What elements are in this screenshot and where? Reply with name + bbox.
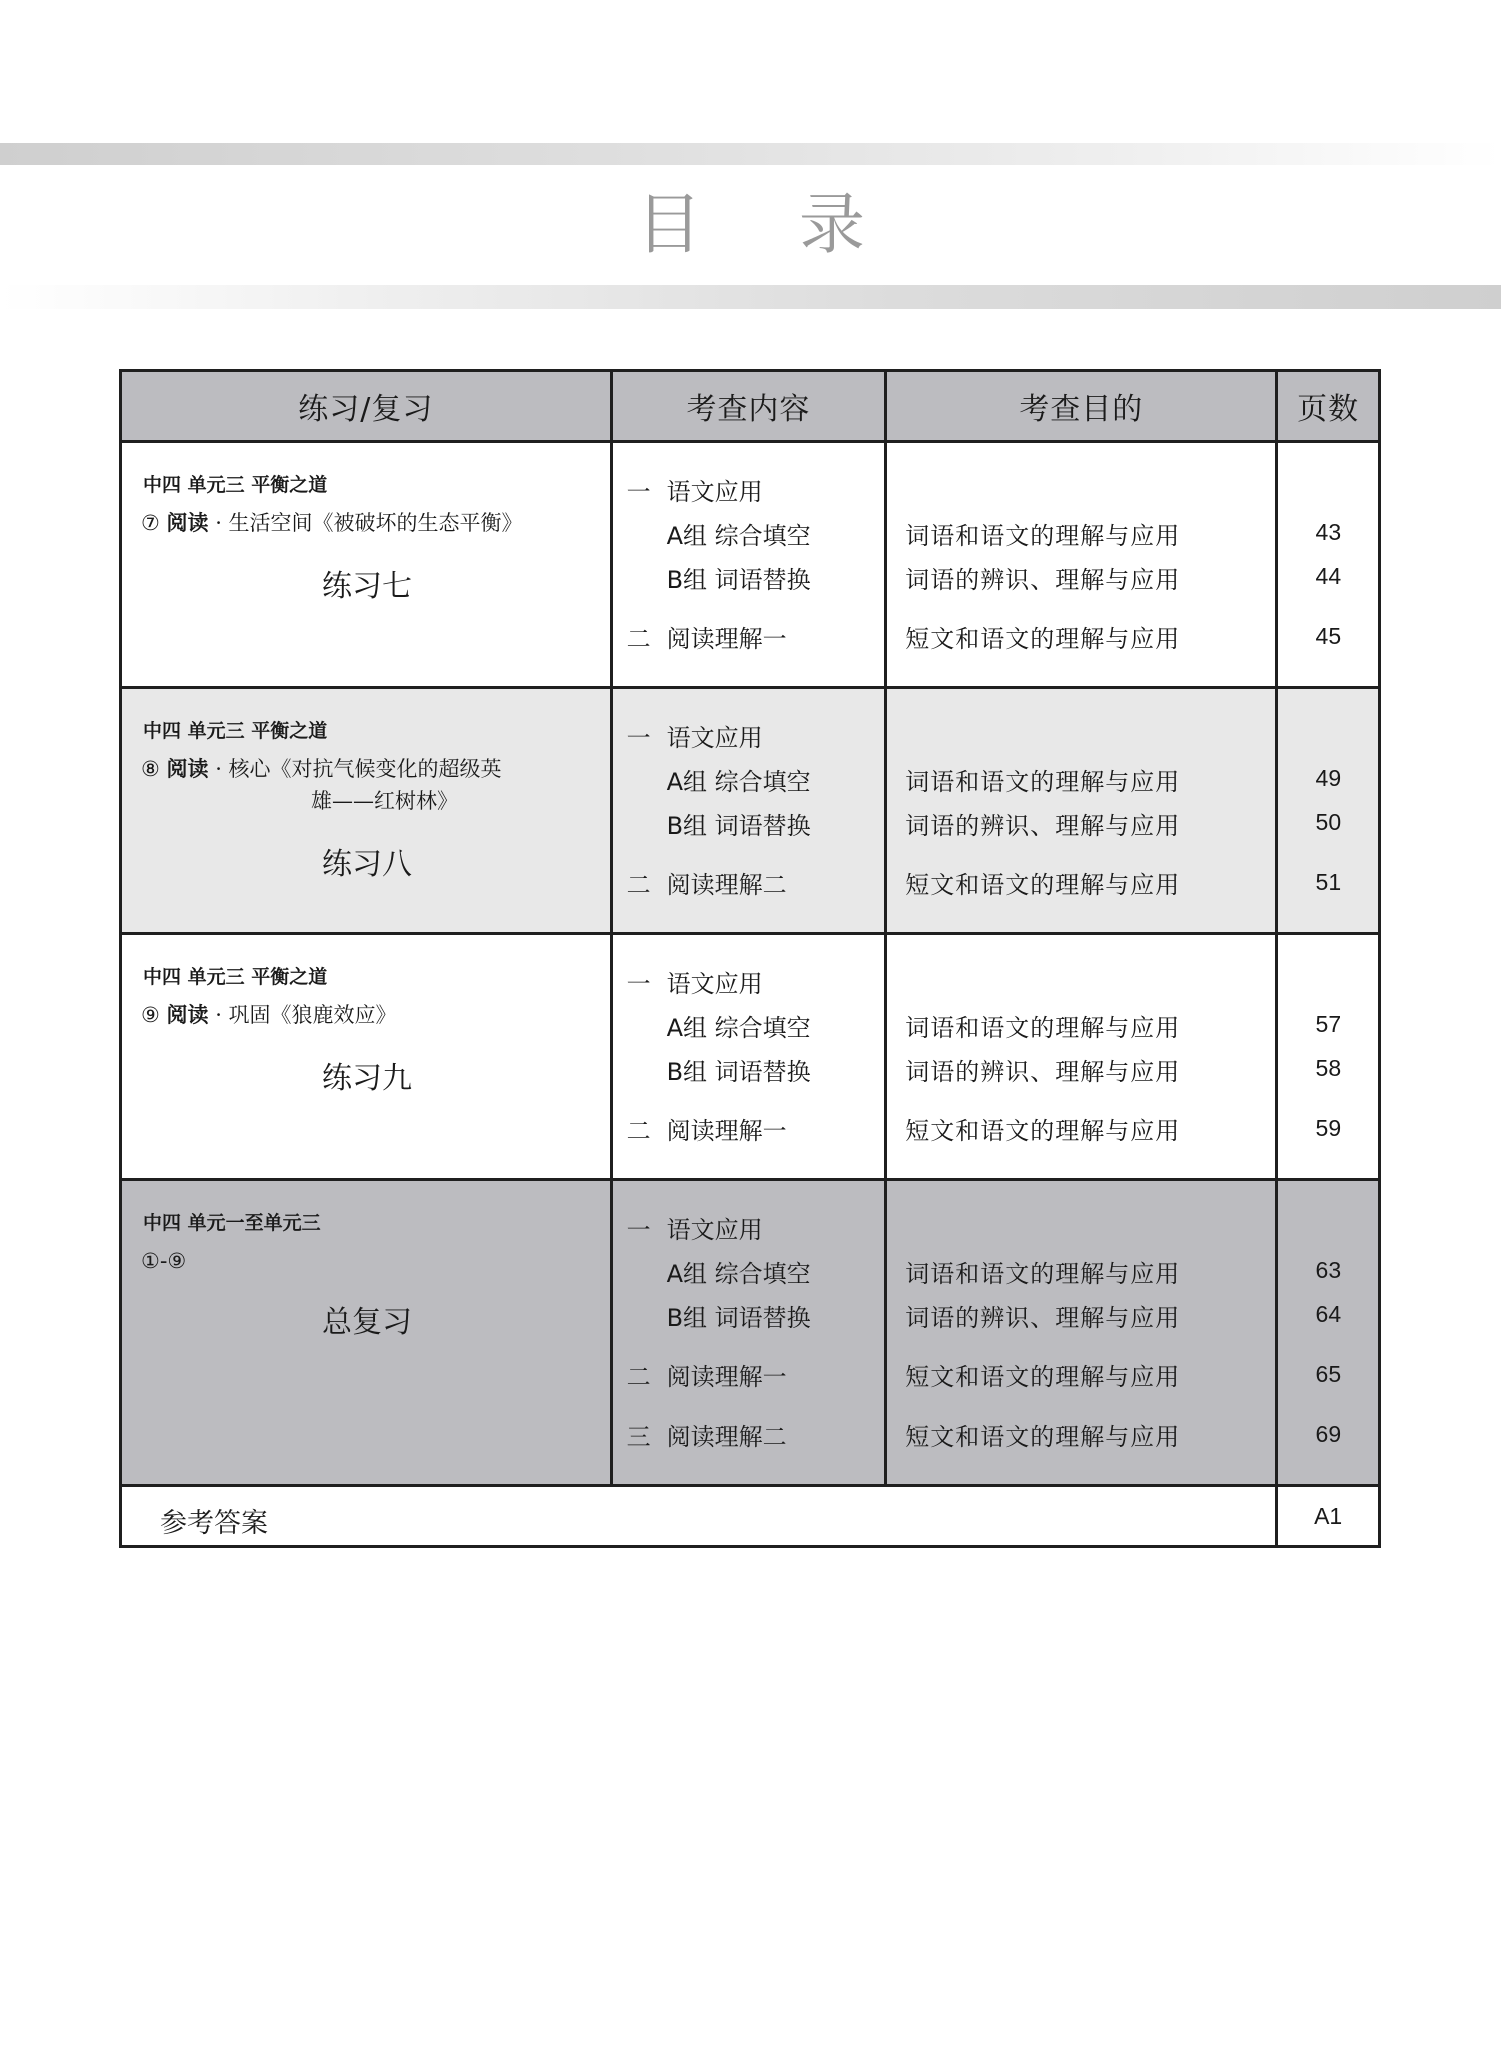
- reading-label: 阅读: [166, 511, 209, 535]
- page-number[interactable]: 57: [1315, 1011, 1342, 1037]
- answers-page-number[interactable]: A1: [1277, 1486, 1380, 1547]
- purpose-item: 词语和语文的理解与应用: [905, 1014, 1181, 1042]
- reading-text: · 生活空间《被破坏的生态平衡》: [208, 511, 523, 535]
- content-item: A组 综合填空: [666, 1260, 811, 1288]
- reading-number: ⑨: [141, 1003, 160, 1027]
- toc-header-row: [121, 371, 1380, 442]
- content-item: A组 综合填空: [666, 522, 811, 550]
- purpose-item: 词语和语文的理解与应用: [905, 768, 1181, 796]
- content-item: 一 语文应用: [626, 478, 763, 506]
- reading-range: [141, 1245, 596, 1277]
- content-item: 二 阅读理解一: [626, 1117, 787, 1145]
- purpose-item: 词语的辨识、理解与应用: [905, 566, 1181, 594]
- content-item: 二 阅读理解一: [626, 1363, 787, 1391]
- page-number[interactable]: 59: [1315, 1115, 1342, 1141]
- unit-label: 中四 单元一至单元三: [143, 1212, 321, 1234]
- content-item: 二 阅读理解一: [626, 625, 787, 653]
- page-number[interactable]: 65: [1315, 1361, 1342, 1387]
- page-number[interactable]: 64: [1315, 1301, 1342, 1327]
- unit-label: 中四 单元三 平衡之道: [143, 720, 328, 742]
- page-number[interactable]: 63: [1315, 1257, 1342, 1283]
- header-content: 考查内容: [611, 371, 886, 442]
- page-number[interactable]: 43: [1315, 519, 1342, 545]
- purpose-item: 短文和语文的理解与应用: [905, 625, 1181, 653]
- toc-row-exercise-8[interactable]: [121, 688, 1380, 934]
- page-number[interactable]: 45: [1315, 623, 1342, 649]
- purpose-item: 词语的辨识、理解与应用: [905, 1058, 1181, 1086]
- page-title: 目 录: [636, 186, 903, 263]
- reading-number: ⑧: [141, 757, 160, 781]
- content-item: 二 阅读理解二: [626, 871, 787, 899]
- page-number[interactable]: 44: [1315, 563, 1342, 589]
- reading-title: [141, 999, 596, 1031]
- purpose-item: 词语的辨识、理解与应用: [905, 1304, 1181, 1332]
- title-band-top: [0, 143, 1501, 165]
- unit-label: 中四 单元三 平衡之道: [143, 966, 328, 988]
- page-number[interactable]: 69: [1315, 1421, 1342, 1447]
- reading-label: 阅读: [166, 757, 209, 781]
- exercise-title[interactable]: 练习九: [322, 1061, 412, 1096]
- purpose-item: 短文和语文的理解与应用: [905, 1117, 1181, 1145]
- exercise-title[interactable]: 练习七: [322, 569, 412, 604]
- unit-label: 中四 单元三 平衡之道: [143, 474, 328, 496]
- exercise-title[interactable]: 总复习: [322, 1305, 412, 1340]
- toc-table: [119, 369, 1381, 1548]
- content-item: B组 词语替换: [666, 1058, 811, 1086]
- content-item: 一 语文应用: [626, 970, 763, 998]
- purpose-item: 词语的辨识、理解与应用: [905, 812, 1181, 840]
- header-page: 页数: [1277, 371, 1380, 442]
- purpose-item: 短文和语文的理解与应用: [905, 1423, 1181, 1451]
- page-number[interactable]: 51: [1315, 869, 1342, 895]
- page-number[interactable]: 50: [1315, 809, 1342, 835]
- toc-row-answers[interactable]: [121, 1486, 1380, 1547]
- content-item: B组 词语替换: [666, 812, 811, 840]
- page-number[interactable]: 58: [1315, 1055, 1342, 1081]
- content-item: B组 词语替换: [666, 1304, 811, 1332]
- purpose-item: 词语和语文的理解与应用: [905, 522, 1181, 550]
- reading-text: · 核心《对抗气候变化的超级英: [208, 757, 502, 781]
- content-item: A组 综合填空: [666, 768, 811, 796]
- purpose-item: 短文和语文的理解与应用: [905, 1363, 1181, 1391]
- content-item: 一 语文应用: [626, 724, 763, 752]
- reading-label: 阅读: [166, 1003, 209, 1027]
- header-exercise: 练习/复习: [121, 371, 612, 442]
- content-item: A组 综合填空: [666, 1014, 811, 1042]
- purpose-item: 词语和语文的理解与应用: [905, 1260, 1181, 1288]
- reading-text: · 巩固《狼鹿效应》: [208, 1003, 397, 1027]
- title-band-bottom: [0, 285, 1501, 309]
- reading-number: ⑦: [141, 511, 160, 535]
- header-purpose: 考查目的: [886, 371, 1277, 442]
- answers-label[interactable]: 参考答案: [160, 1508, 268, 1539]
- reading-title: [141, 753, 596, 817]
- reading-title: [141, 507, 596, 539]
- toc-row-general-review[interactable]: [121, 1180, 1380, 1486]
- toc-row-exercise-7[interactable]: [121, 442, 1380, 688]
- toc-row-exercise-9[interactable]: [121, 934, 1380, 1180]
- page-number[interactable]: 49: [1315, 765, 1342, 791]
- exercise-title[interactable]: 练习八: [322, 847, 412, 882]
- reading-number: ①-⑨: [141, 1249, 187, 1273]
- content-item: 三 阅读理解二: [626, 1423, 787, 1451]
- content-item: 一 语文应用: [626, 1216, 763, 1244]
- purpose-item: 短文和语文的理解与应用: [905, 871, 1181, 899]
- reading-text-continued: 雄——红树林》: [311, 789, 458, 813]
- content-item: B组 词语替换: [666, 566, 811, 594]
